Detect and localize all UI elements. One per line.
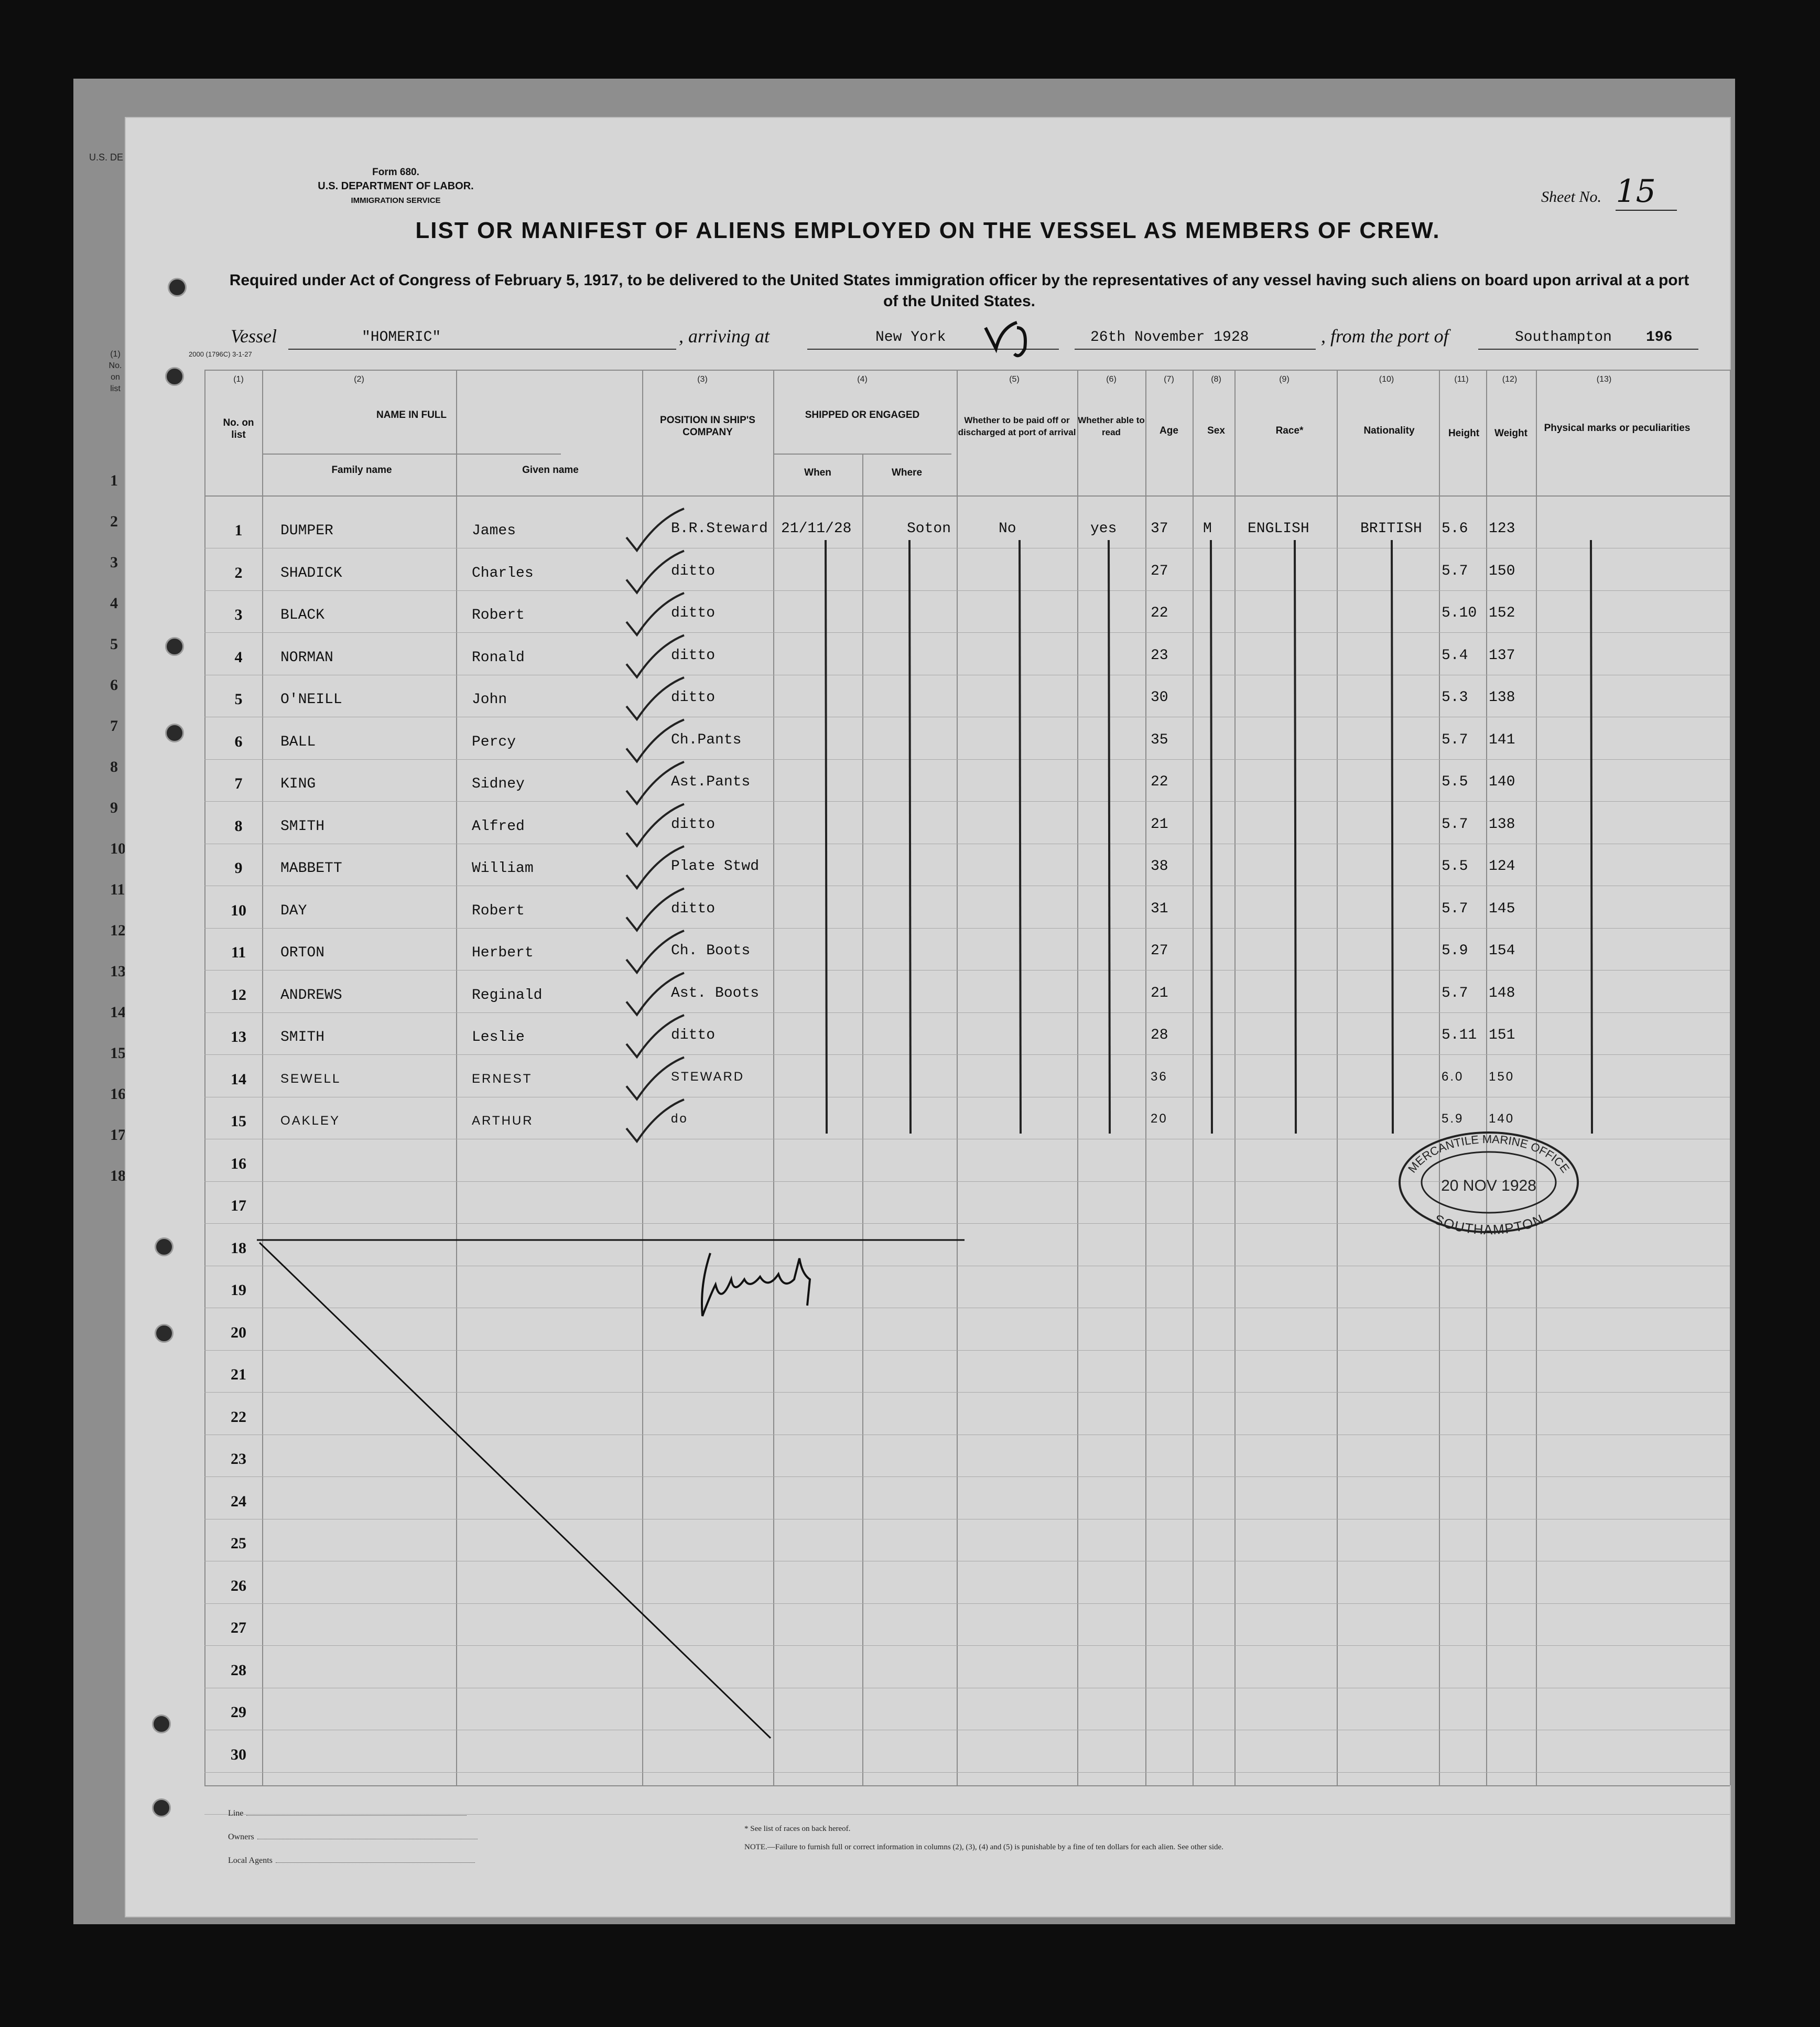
stamp-date: 20 NOV 1928: [1441, 1177, 1536, 1194]
shipped-when: 21/11/28: [781, 521, 852, 537]
under-sheet-edge-text: U.S. DE: [89, 152, 124, 163]
under-sheet-row-number: 15: [110, 1044, 126, 1062]
height: 6.0: [1442, 1069, 1464, 1084]
header-weight: Weight: [1494, 428, 1528, 439]
header-age: Age: [1160, 425, 1178, 436]
given-name: ARTHUR: [472, 1114, 534, 1128]
age: 27: [1151, 563, 1168, 579]
row-number: 22: [231, 1408, 246, 1426]
under-sheet-row-number: 8: [110, 758, 118, 775]
age: 38: [1151, 858, 1168, 875]
weight: 150: [1489, 1069, 1515, 1084]
column-number: (13): [1596, 375, 1612, 384]
given-name: Herbert: [472, 945, 534, 961]
position: Ast.Pants: [671, 774, 751, 790]
weight: 148: [1489, 985, 1515, 1001]
given-name: James: [472, 523, 516, 539]
form-number: Form 680.: [372, 167, 419, 178]
check-mark: [626, 846, 684, 888]
under-col-head-3: list: [110, 384, 121, 393]
row-number: 8: [234, 817, 243, 835]
header-physical-marks: Physical marks or peculiarities: [1544, 423, 1691, 434]
paid-off: No: [999, 521, 1016, 537]
given-name: William: [472, 860, 534, 877]
handwritten-initials: [985, 322, 1025, 355]
footer-owners-label: Owners: [228, 1832, 254, 1841]
row-number: 1: [234, 522, 243, 539]
inspector-signature: [702, 1253, 810, 1316]
sheet-number: 15: [1616, 173, 1676, 211]
row-number: 12: [231, 986, 246, 1004]
age: 22: [1151, 605, 1168, 621]
column-number: (8): [1211, 375, 1221, 384]
stamp-top-text: MERCANTILE MARINE OFFICE: [1405, 1132, 1573, 1176]
under-sheet-row-number: 9: [110, 799, 118, 816]
under-sheet-row-number: 17: [110, 1126, 126, 1144]
footer-line-field: [228, 1809, 467, 1818]
row-number: 3: [234, 606, 243, 623]
height: 5.9: [1442, 943, 1468, 959]
height: 5.7: [1442, 731, 1468, 748]
footer-penalty-note: NOTE.—Failure to furnish full or correct information in columns (2), (3), (4) and (5) is punishable by a fine of ten dollars for each alien. See other side.: [744, 1843, 1223, 1851]
height: 5.4: [1442, 647, 1468, 664]
family-name: NORMAN: [280, 649, 333, 666]
position: ditto: [671, 605, 716, 621]
ditto-stroke: [1211, 540, 1212, 1134]
header-family-name: Family name: [331, 465, 392, 476]
check-mark: [626, 720, 684, 762]
row-number: 4: [234, 648, 243, 666]
under-col-head-0: (1): [110, 350, 121, 359]
age: 21: [1151, 985, 1168, 1001]
shipped-where: Soton: [907, 521, 951, 537]
header-able-to-read: Whether able to read: [1078, 415, 1145, 437]
column-number: (12): [1502, 375, 1518, 384]
position: ditto: [671, 900, 716, 917]
race: ENGLISH: [1248, 521, 1309, 537]
family-name: SHADICK: [280, 565, 342, 581]
under-sheet-row-number: 13: [110, 963, 126, 980]
footer-agents-field: [228, 1856, 475, 1866]
header-shipped-engaged: SHIPPED OR ENGAGED: [805, 409, 920, 421]
footer-owners-field: [228, 1832, 478, 1842]
check-mark: [626, 1015, 684, 1057]
row-number: 11: [231, 944, 246, 961]
column-number: (9): [1279, 375, 1290, 384]
ditto-stroke-group: [826, 540, 1592, 1134]
weight: 123: [1489, 521, 1515, 537]
family-name: ORTON: [280, 945, 325, 961]
height: 5.5: [1442, 858, 1468, 875]
check-mark: [626, 1058, 684, 1099]
age: 35: [1151, 731, 1168, 748]
family-name: DAY: [280, 902, 307, 919]
from-label: , from the port of: [1321, 326, 1449, 347]
weight: 140: [1489, 774, 1515, 790]
given-name: Charles: [472, 565, 534, 581]
ditto-stroke: [826, 540, 827, 1134]
age: 21: [1151, 816, 1168, 833]
position: Ch.Pants: [671, 731, 742, 748]
under-sheet-row-number: 10: [110, 840, 126, 857]
row-number: 2: [234, 564, 243, 581]
family-name: BLACK: [280, 607, 325, 623]
header-position: POSITION IN SHIP'S COMPANY: [660, 415, 755, 438]
position: B.R.Steward: [671, 521, 768, 537]
check-mark: [626, 889, 684, 931]
column-number: (7): [1164, 375, 1174, 384]
under-sheet-row-number: 11: [110, 881, 125, 898]
height: 5.6: [1442, 521, 1468, 537]
check-mark: [626, 931, 684, 973]
age: 22: [1151, 774, 1168, 790]
family-name: ANDREWS: [280, 987, 342, 1004]
row-number: 17: [231, 1197, 246, 1214]
row-number: 13: [231, 1028, 246, 1045]
arriving-port: New York: [875, 329, 946, 346]
ditto-stroke: [1591, 540, 1592, 1134]
row-number: 25: [231, 1535, 246, 1552]
given-name: Robert: [472, 902, 525, 919]
under-sheet-row-number: 6: [110, 676, 118, 694]
arriving-label: , arriving at: [679, 326, 770, 347]
family-name: MABBETT: [280, 860, 342, 877]
column-number: (4): [857, 375, 868, 384]
nationality: BRITISH: [1360, 521, 1422, 537]
row-number: 26: [231, 1577, 246, 1594]
weight: 124: [1489, 858, 1515, 875]
under-sheet-row-number: 18: [110, 1167, 126, 1184]
position: ditto: [671, 563, 716, 579]
row-number: 29: [231, 1703, 246, 1721]
sheet-series-number: 196: [1646, 329, 1673, 346]
under-sheet-row-number: 7: [110, 717, 118, 735]
column-number: (6): [1106, 375, 1117, 384]
row-number: 7: [234, 775, 243, 792]
column-number: (11): [1454, 375, 1469, 384]
ditto-stroke: [909, 540, 911, 1134]
footer-line-label: Line: [228, 1809, 244, 1818]
position: Plate Stwd: [671, 858, 760, 875]
given-name: Percy: [472, 734, 516, 750]
height: 5.7: [1442, 985, 1468, 1001]
header-paid-off: Whether to be paid off or discharged at port of arrival: [958, 415, 1076, 437]
weight: 138: [1489, 689, 1515, 706]
given-name: ERNEST: [472, 1071, 533, 1086]
header-name-in-full: NAME IN FULL: [376, 409, 447, 421]
family-name: SMITH: [280, 1029, 325, 1045]
given-name: Sidney: [472, 776, 525, 792]
department-name: U.S. DEPARTMENT OF LABOR.: [318, 180, 474, 192]
age: 36: [1151, 1069, 1168, 1084]
height: 5.7: [1442, 816, 1468, 833]
vessel-label: Vessel: [231, 326, 277, 347]
header-given-name: Given name: [522, 465, 579, 476]
weight: 152: [1489, 605, 1515, 621]
age: 23: [1151, 647, 1168, 664]
family-name: SEWELL: [280, 1071, 341, 1086]
row-number: 16: [231, 1155, 246, 1172]
check-mark: [626, 973, 684, 1015]
check-mark: [626, 677, 684, 719]
ditto-stroke: [1295, 540, 1296, 1134]
row-number: 30: [231, 1745, 246, 1763]
footer-race-note: * See list of races on back hereof.: [744, 1825, 851, 1833]
manifest-form: [126, 118, 1730, 1916]
row-number: 15: [231, 1113, 246, 1130]
age: 20: [1151, 1112, 1168, 1126]
from-port: Southampton: [1515, 329, 1612, 346]
column-number: (10): [1379, 375, 1394, 384]
row-number: 21: [231, 1366, 246, 1383]
row-number: 6: [234, 732, 243, 750]
height: 5.10: [1442, 605, 1477, 621]
position: STEWARD: [671, 1069, 745, 1084]
footer-agents-label: Local Agents: [228, 1856, 273, 1865]
weight: 154: [1489, 943, 1515, 959]
check-mark: [626, 593, 684, 635]
row-number: 28: [231, 1661, 246, 1679]
given-name: John: [472, 692, 507, 708]
row-number: 5: [234, 691, 243, 708]
header-no-on-list: No. on list: [223, 417, 254, 440]
cancel-diagonal-line: [259, 1243, 771, 1738]
form-print-code: 2000 (1796C) 3-1-27: [189, 350, 252, 358]
height: 5.7: [1442, 563, 1468, 579]
weight: 137: [1489, 647, 1515, 664]
able-to-read: yes: [1090, 521, 1117, 537]
under-sheet-row-number: 14: [110, 1004, 126, 1021]
position: ditto: [671, 647, 716, 664]
given-name: Ronald: [472, 649, 525, 666]
weight: 145: [1489, 900, 1515, 917]
under-col-head-1: No.: [109, 361, 122, 370]
under-col-head-2: on: [111, 373, 120, 382]
header-height: Height: [1448, 428, 1480, 439]
under-sheet-row-number: 2: [110, 513, 118, 530]
form-title: LIST OR MANIFEST OF ALIENS EMPLOYED ON THE VESSEL AS MEMBERS OF CREW.: [415, 218, 1440, 243]
ink-marks: [126, 118, 1730, 1916]
position: Ch. Boots: [671, 943, 751, 959]
under-sheet-row-number: 16: [110, 1085, 126, 1103]
given-name: Alfred: [472, 818, 525, 835]
header-nationality: Nationality: [1363, 425, 1415, 436]
under-sheet-row-number: 5: [110, 635, 118, 653]
check-mark-group: [626, 509, 684, 1141]
given-name: Reginald: [472, 987, 543, 1004]
header-sex: Sex: [1207, 425, 1225, 436]
under-sheet-row-number: 12: [110, 922, 126, 939]
weight: 140: [1489, 1112, 1515, 1126]
given-name: Leslie: [472, 1029, 525, 1045]
sex: M: [1203, 521, 1212, 537]
family-name: OAKLEY: [280, 1114, 341, 1128]
family-name: BALL: [280, 734, 316, 750]
column-number: (5): [1009, 375, 1020, 384]
age: 37: [1151, 521, 1168, 537]
column-number: (3): [697, 375, 708, 384]
under-sheet-row-number: 1: [110, 472, 118, 489]
ditto-stroke: [1392, 540, 1393, 1134]
age: 27: [1151, 943, 1168, 959]
service-name: IMMIGRATION SERVICE: [351, 196, 441, 205]
ditto-stroke: [1020, 540, 1021, 1134]
age: 31: [1151, 900, 1168, 917]
height: 5.7: [1442, 900, 1468, 917]
under-sheet-row-number: 3: [110, 554, 118, 571]
stamp-bottom-text: SOUTHAMPTON: [1432, 1211, 1546, 1235]
age: 28: [1151, 1027, 1168, 1043]
weight: 138: [1489, 816, 1515, 833]
height: 5.9: [1442, 1112, 1464, 1126]
crew-table: [126, 118, 1730, 1916]
position: ditto: [671, 689, 716, 706]
check-mark: [626, 551, 684, 593]
sheet-label: Sheet No.: [1541, 188, 1601, 206]
row-number: 9: [234, 859, 243, 877]
header-race: Race*: [1275, 425, 1304, 436]
header-when: When: [804, 467, 831, 478]
weight: 150: [1489, 563, 1515, 579]
row-number: 24: [231, 1492, 246, 1510]
row-number: 10: [231, 901, 246, 919]
position: ditto: [671, 816, 716, 833]
position: Ast. Boots: [671, 985, 760, 1001]
check-mark: [626, 635, 684, 677]
family-name: DUMPER: [280, 523, 333, 539]
check-mark: [626, 762, 684, 804]
position: do: [671, 1112, 688, 1126]
position: ditto: [671, 1027, 716, 1043]
given-name: Robert: [472, 607, 525, 623]
row-number: 18: [231, 1239, 246, 1257]
weight: 151: [1489, 1027, 1515, 1043]
form-subtitle: Required under Act of Congress of February 5, 1917, to be delivered to the United States immigration officer by the representatives of any vessel having such aliens on board upon arrival at a port of the United States.: [229, 272, 1689, 310]
row-number: 20: [231, 1323, 246, 1341]
under-sheet-row-number: 4: [110, 595, 118, 612]
arrival-date: 26th November 1928: [1090, 329, 1249, 346]
column-number: (1): [233, 375, 244, 384]
ditto-stroke: [1109, 540, 1110, 1134]
column-divider: [1730, 370, 1731, 1785]
height: 5.5: [1442, 774, 1468, 790]
check-mark: [626, 1099, 684, 1141]
row-number: 14: [231, 1070, 246, 1088]
height: 5.3: [1442, 689, 1468, 706]
row-number: 19: [231, 1281, 246, 1299]
header-where: Where: [891, 467, 923, 478]
vessel-name: "HOMERIC": [362, 329, 441, 346]
row-number: 23: [231, 1450, 246, 1468]
check-mark: [626, 804, 684, 846]
row-number: 27: [231, 1619, 246, 1636]
family-name: SMITH: [280, 818, 325, 835]
check-mark: [626, 509, 684, 551]
weight: 141: [1489, 731, 1515, 748]
column-number: (2): [354, 375, 364, 384]
age: 30: [1151, 689, 1168, 706]
family-name: O'NEILL: [280, 692, 342, 708]
height: 5.11: [1442, 1027, 1477, 1043]
family-name: KING: [280, 776, 316, 792]
